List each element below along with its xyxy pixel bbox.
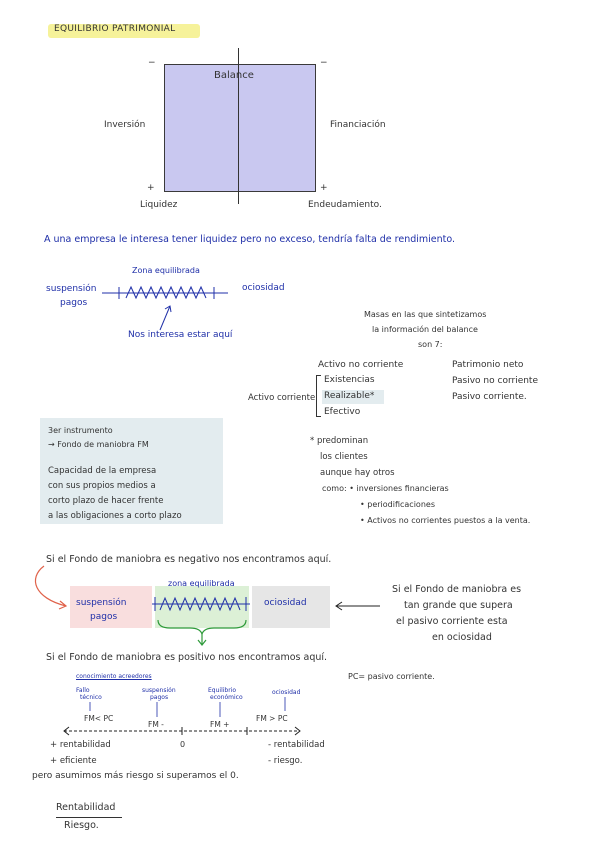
axis-label-2-t1: Equilibrio [208, 687, 237, 694]
scale2-suspension: suspensión [76, 598, 127, 608]
balance-endeudamiento-label: Endeudamiento. [308, 200, 382, 210]
masses-intro-1: Masas en las que sintetizamos [364, 310, 487, 319]
instrument-line-1: 3er instrumento [48, 426, 113, 435]
scale1-ociosidad: ociosidad [242, 283, 285, 293]
scale2-zone-label: zona equilibrada [168, 579, 235, 588]
realizable-note-2: los clientes [320, 452, 368, 462]
axis-top-label: conocimiento acreedores [76, 673, 152, 680]
axis-label-1-t1: suspensión [142, 687, 176, 694]
axis-label-3-bottom: FM > PC [256, 714, 288, 723]
scale1-suspension: suspensión [46, 284, 97, 294]
activo-corriente: Activo corriente [248, 393, 316, 403]
plus-left: + [147, 183, 155, 193]
pasivo-no-corriente: Pasivo no corriente [452, 376, 538, 386]
instrument-para-3: corto plazo de hacer frente [48, 496, 164, 506]
axis-label-2-bottom: FM + [210, 720, 230, 729]
balance-center-label: Balance [214, 70, 254, 81]
pasivo-corriente: Pasivo corriente. [452, 392, 527, 402]
scale1-note: Nos interesa estar aquí [128, 330, 233, 340]
instrument-para-1: Capacidad de la empresa [48, 466, 157, 476]
instrument-para-2: con sus propios medios a [48, 481, 156, 491]
ac-realizable: Realizable* [324, 391, 375, 401]
axis-left-2: + eficiente [50, 756, 97, 766]
big-note-2: tan grande que supera [404, 600, 513, 611]
minus-left: − [148, 58, 156, 68]
balance-left-label: Inversión [104, 120, 146, 130]
negative-sentence: Si el Fondo de maniobra es negativo nos encontramos aquí. [46, 554, 332, 565]
realizable-note-6: • Activos no corrientes puestos a la venta. [360, 516, 531, 525]
big-note-3: el pasivo corriente esta [396, 616, 508, 627]
scale2-ociosidad: ociosidad [264, 598, 307, 608]
axis-label-0-t2: técnico [80, 694, 102, 701]
risk-sentence: pero asumimos más riesgo si superamos el 0. [32, 771, 239, 781]
axis-label-0-bottom: FM< PC [84, 714, 114, 723]
realizable-note-3: aunque hay otros [320, 468, 395, 478]
realizable-note-4: como: • inversiones financieras [322, 484, 449, 493]
positive-sentence: Si el Fondo de maniobra es positivo nos encontramos aquí. [46, 652, 328, 663]
realizable-note-5: • periodificaciones [360, 500, 435, 509]
masses-intro-3: son 7: [418, 340, 443, 349]
ac-existencias: Existencias [324, 375, 375, 385]
axis-right-1: - rentabilidad [268, 740, 325, 750]
masses-intro-2: la información del balance [372, 325, 478, 334]
realizable-note-1: * predominan [310, 436, 369, 446]
scale1-note-arrow [160, 306, 170, 330]
instrument-line-2: → Fondo de maniobra FM [48, 440, 149, 449]
minus-right: − [320, 58, 328, 68]
axis-label-1-bottom: FM - [148, 720, 164, 729]
pc-note: PC= pasivo corriente. [348, 672, 435, 681]
axis-label-1-t2: pagos [150, 694, 169, 701]
axis-right-2: - riesgo. [268, 756, 303, 766]
axis-label-3-t1: ociosidad [272, 689, 301, 696]
balance-right-label: Financiación [330, 120, 386, 130]
ac-efectivo: Efectivo [324, 407, 361, 417]
balance-liquidez-label: Liquidez [140, 200, 178, 210]
fraction-denominator: Riesgo. [64, 820, 99, 831]
axis-zero: 0 [180, 740, 186, 749]
page-title: EQUILIBRIO PATRIMONIAL [54, 24, 176, 34]
scale1-zone-label: Zona equilibrada [132, 266, 200, 275]
axis-label-0-t1: Fallo [76, 687, 90, 694]
scale2-pagos: pagos [90, 612, 118, 622]
instrument-para-4: a las obligaciones a corto plazo [48, 511, 182, 521]
fraction-numerator: Rentabilidad [56, 802, 116, 813]
activo-no-corriente: Activo no corriente [318, 360, 404, 370]
green-brace [158, 620, 246, 634]
big-note-1: Si el Fondo de maniobra es [392, 584, 522, 595]
scale1-pagos: pagos [60, 298, 88, 308]
axis-label-2-t2: económico [210, 694, 243, 701]
big-note-4: en ociosidad [432, 632, 492, 643]
axis-left-1: + rentabilidad [50, 740, 111, 750]
red-curved-arrow [35, 566, 66, 606]
plus-right: + [320, 183, 328, 193]
patrimonio-neto: Patrimonio neto [452, 360, 524, 370]
liquidity-sentence: A una empresa le interesa tener liquidez pero no exceso, tendría falta de rendimiento. [44, 234, 456, 245]
